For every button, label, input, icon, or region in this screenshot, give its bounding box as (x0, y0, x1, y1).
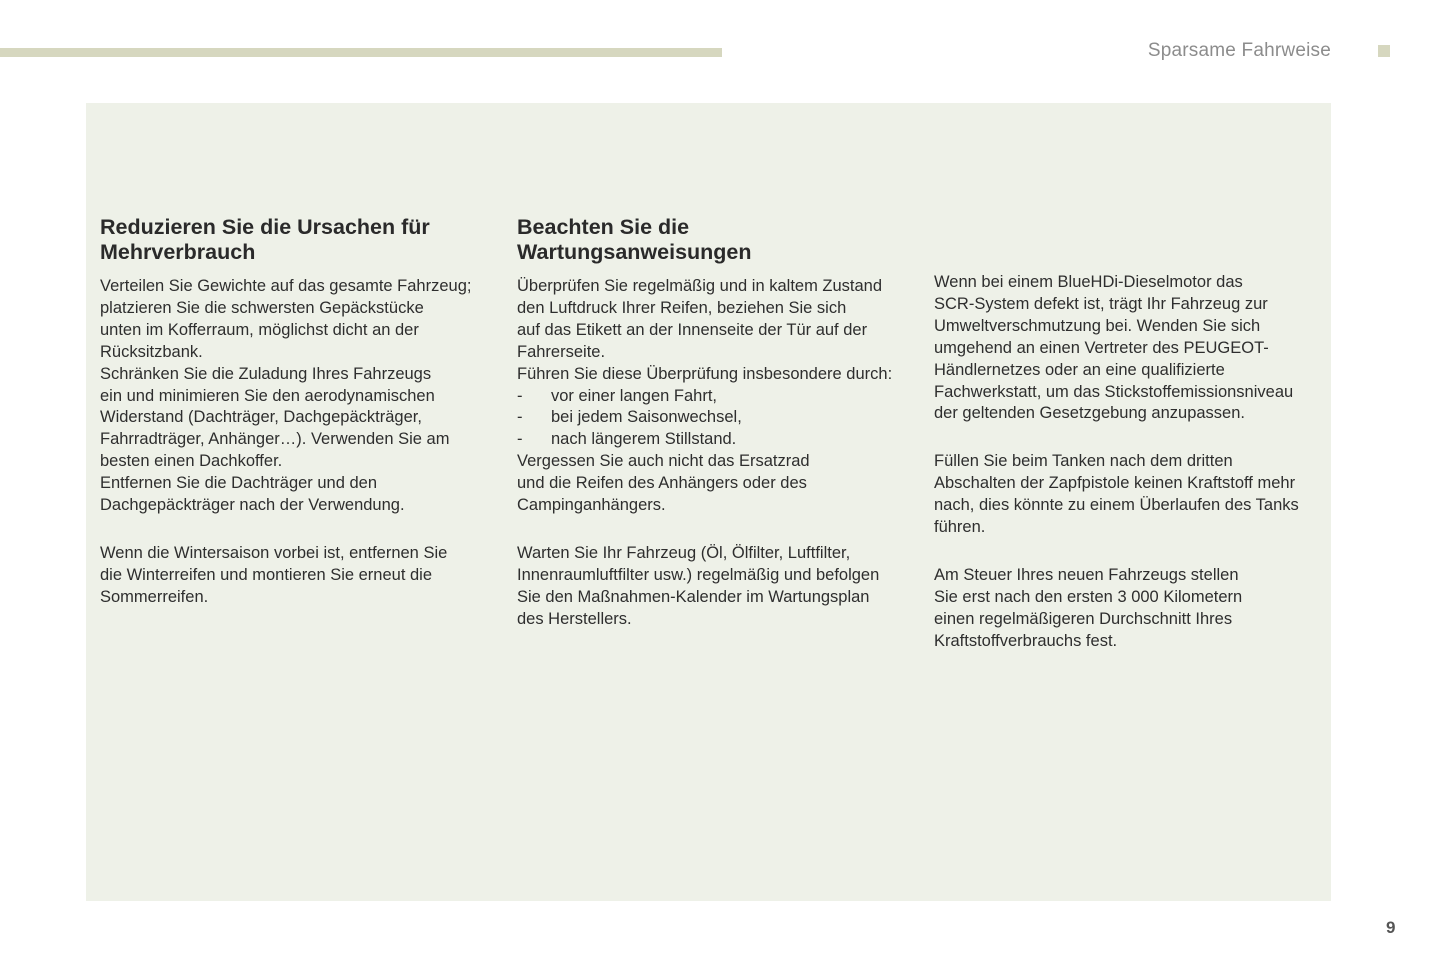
page-number: 9 (1386, 918, 1396, 937)
column-reduce-consumption (100, 215, 490, 635)
column-additional-advice (934, 272, 1324, 679)
list-item-text: vor einer langen Fahrt, (551, 386, 718, 405)
list-dash: - (517, 430, 523, 449)
list-dash: - (517, 386, 523, 405)
list-dash: - (517, 408, 523, 427)
list-item (517, 429, 907, 451)
paragraph-tyre-pressure: Überprüfen Sie regelmäßig und in kaltem Zustand den Luftdruck Ihrer Reifen, beziehen Sie sich auf das Etikett an der Innenseite der Tür auf der Fahrerseite. Führen Sie diese Überprüfung insbesondere durch: (517, 277, 893, 383)
list-item-text: bei jedem Saisonwechsel, (551, 408, 742, 427)
content-panel (86, 103, 1331, 901)
header-accent-bar (0, 48, 722, 57)
paragraph-weight-distribution: Verteilen Sie Gewichte auf das gesamte Fahrzeug; platzieren Sie die schwersten Gepäckstücke unten im Kofferraum, möglichst dicht an der Rücksitzbank. Schränken Sie die Zuladung Ihres Fahrzeugs ein und minimieren Sie den aerodynamischen Widerstand (Dachträger, Dachgepäckträger, Fahrradträger, Anhänger…). Verwenden Sie am besten einen Dachkoffer. Entfernen Sie die Dachträger und den Dachgepäckträger nach der Verwendung. (100, 277, 472, 515)
list-item (517, 407, 907, 429)
paragraph-winter-tyres: Wenn die Wintersaison vorbei ist, entfernen Sie die Winterreifen und montieren Sie erneut die Sommerreifen. (100, 543, 448, 606)
paragraph-refuelling: Füllen Sie beim Tanken nach dem dritten Abschalten der Zapfpistole keinen Kraftstoff mehr nach, dies könnte zu einem Überlaufen des Tanks führen. (934, 452, 1299, 537)
list-item-text: nach längerem Stillstand. (551, 430, 737, 449)
heading-maintenance: Beachten Sie die Wartungsanweisungen (517, 215, 752, 264)
paragraph-servicing: Warten Sie Ihr Fahrzeug (Öl, Ölfilter, Luftfilter, Innenraumluftfilter usw.) regelmäßig und befolgen Sie den Maßnahmen-Kalender im Wartungsplan des Herstellers. (517, 543, 880, 628)
section-title: Sparsame Fahrweise (1147, 40, 1331, 61)
paragraph-new-vehicle: Am Steuer Ihres neuen Fahrzeugs stellen Sie erst nach den ersten 3 000 Kilometern einen regelmäßigeren Durchschnitt Ihres Kraftstoffverbrauchs fest. (934, 565, 1243, 650)
paragraph-scr-system: Wenn bei einem BlueHDi-Dieselmotor das SCR-System defekt ist, trägt Ihr Fahrzeug zur Umweltverschmutzung bei. Wenden Sie sich umgehend an einen Vertreter des PEUGEOT- Händlernetzes oder an eine qualifizierte Fachwerkstatt, um das Stickstoffemissionsniveau der geltenden Gesetzgebung anzupassen. (934, 273, 1294, 423)
check-occasions-list (517, 386, 907, 452)
list-item (517, 386, 907, 408)
column-maintenance (517, 215, 907, 657)
paragraph-spare-wheel: Vergessen Sie auch nicht das Ersatzrad und die Reifen des Anhängers oder des Campinganhängers. (517, 452, 810, 515)
heading-reduce-consumption: Reduzieren Sie die Ursachen für Mehrverbrauch (100, 215, 430, 264)
corner-marker (1378, 45, 1390, 57)
